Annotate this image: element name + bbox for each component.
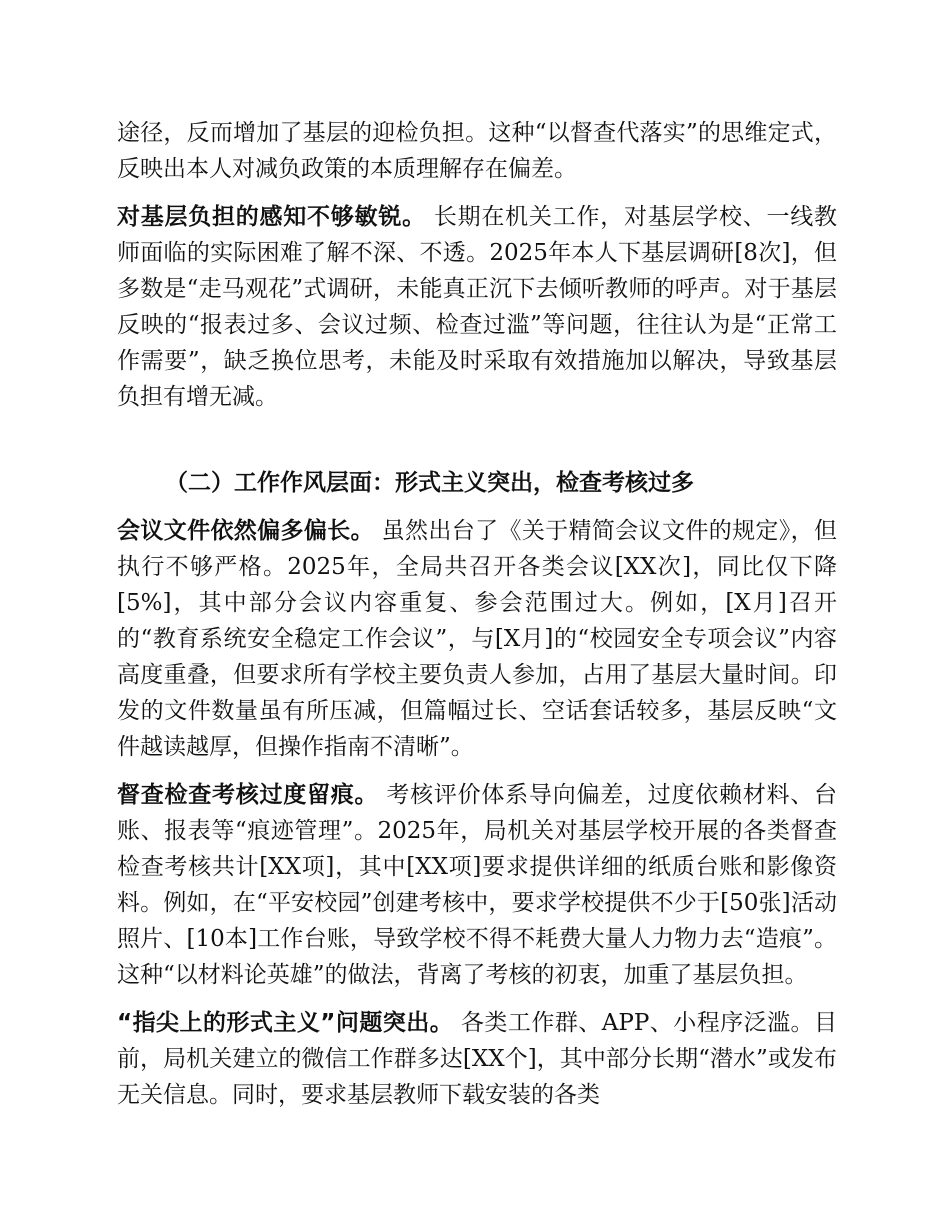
paragraph-body: 考核评价体系导向偏差，过度依赖材料、台账、报表等“痕迹管理”。2025年，局机关对基层学校开展的各类督查检查考核共计[XX项]，其中[XX项]要求提供详细的纸质台账和影像资料。例如，在“平安校园”创建考核中，要求学校提供不少于[50张]活动照片、[10本]工作台账，导致学校不得不耗费大量人力物力去“造痕”。这种“以材料论英雄”的做法，背离了考核的初衷，加重了基层负担。: [117, 782, 838, 988]
paragraph-fingertip-formalism: [117, 1005, 837, 1113]
paragraph-meetings-documents: [117, 513, 837, 765]
paragraph-lead: “指尖上的形式主义”问题突出。: [117, 1010, 454, 1036]
paragraph-body: 各类工作群、APP、小程序泛滥。目前，局机关建立的微信工作群多达[XX个]，其中部分长期“潜水”或发布无关信息。同时，要求基层教师下载安装的各类: [117, 1010, 838, 1108]
document-page: [117, 115, 837, 1113]
section-heading: （二）工作作风层面：形式主义突出，检查考核过多: [165, 470, 694, 496]
paragraph-body: 长期在机关工作，对基层学校、一线教师面临的实际困难了解不深、不透。2025年本人下基层调研[8次]，但多数是“走马观花”式调研，未能真正沉下去倾听教师的呼声。对于基层反映的“报表过多、会议过频、检查过滥”等问题，往往认为是“正常工作需要”，缺乏换位思考，未能及时采取有效措施加以解决，导致基层负担有增无减。: [117, 204, 838, 410]
paragraph-body: 途径，反而增加了基层的迎检负担。这种“以督查代落实”的思维定式，反映出本人对减负政策的本质理解存在偏差。: [117, 120, 837, 182]
paragraph-continuation: [117, 115, 837, 187]
paragraph-lead: 会议文件依然偏多偏长。: [117, 518, 374, 544]
paragraph-lead: 督查检查考核过度留痕。: [117, 782, 379, 808]
paragraph-grassroots-perception: [117, 199, 837, 415]
paragraph-inspection-traces: [117, 777, 837, 993]
paragraph-body: 虽然出台了《关于精简会议文件的规定》，但执行不够严格。2025年，全局共召开各类会议[XX次]，同比仅下降[5%]，其中部分会议内容重复、参会范围过大。例如，[X月]召开的“教育系统安全稳定工作会议”，与[X月]的“校园安全专项会议”内容高度重叠，但要求所有学校主要负责人参加，占用了基层大量时间。印发的文件数量虽有所压减，但篇幅过长、空话套话较多，基层反映“文件越读越厚，但操作指南不清晰”。: [117, 518, 838, 760]
paragraph-lead: 对基层负担的感知不够敏锐。: [117, 204, 426, 230]
